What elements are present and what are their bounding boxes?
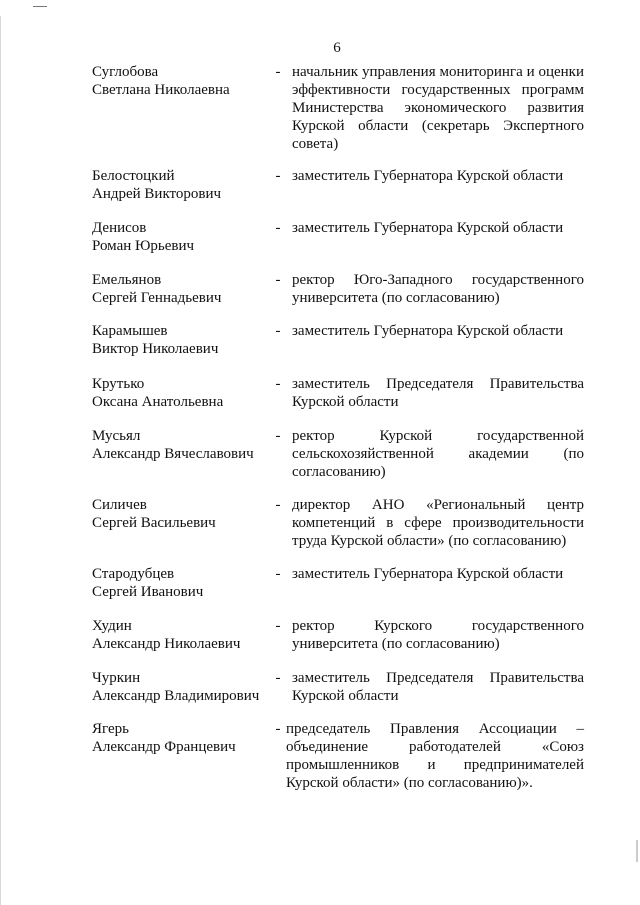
member-given-names: Андрей Викторович bbox=[92, 186, 222, 202]
member-name bbox=[92, 565, 272, 601]
separator-dash: - bbox=[275, 618, 281, 634]
member-name bbox=[92, 496, 272, 532]
member-name bbox=[92, 375, 272, 411]
member-name bbox=[92, 167, 272, 203]
separator-dash: - bbox=[275, 323, 281, 339]
member-position: заместитель Председателя Правительства Курской области bbox=[292, 670, 584, 704]
member-position: ректор Юго-Западного государственного университета (по согласованию) bbox=[292, 272, 584, 306]
member-given-names: Виктор Николаевич bbox=[92, 341, 219, 357]
member-name bbox=[92, 63, 272, 99]
member-position: ректор Курской государственной сельскохозяйственной академии (по согласованию) bbox=[292, 428, 584, 480]
member-position: заместитель Председателя Правительства Курской области bbox=[292, 376, 584, 410]
separator-dash: - bbox=[275, 497, 281, 513]
member-position: начальник управления мониторинга и оценки эффективности государственных программ Министерства экономического развития Курской области (секретарь Экспертного совета) bbox=[292, 64, 584, 152]
member-surname: Силичев bbox=[92, 497, 147, 513]
member-surname: Ягерь bbox=[92, 721, 129, 737]
scan-artifact-mark bbox=[33, 6, 47, 7]
scan-edge-mark bbox=[636, 840, 638, 862]
member-given-names: Роман Юрьевич bbox=[92, 238, 195, 254]
member-position: заместитель Губернатора Курской области bbox=[292, 323, 564, 339]
member-surname: Крутько bbox=[92, 376, 145, 392]
member-name bbox=[92, 720, 272, 756]
member-given-names: Александр Николаевич bbox=[92, 636, 241, 652]
member-position: директор АНО «Региональный центр компетенций в сфере производительности труда Курской области» (по согласованию) bbox=[292, 497, 584, 549]
member-name bbox=[92, 322, 272, 358]
member-surname: Белостоцкий bbox=[92, 168, 175, 184]
member-given-names: Сергей Васильевич bbox=[92, 515, 216, 531]
member-given-names: Сергей Геннадьевич bbox=[92, 290, 222, 306]
separator-dash: - bbox=[275, 428, 281, 444]
member-surname: Суглобова bbox=[92, 64, 159, 80]
separator-dash: - bbox=[275, 566, 281, 582]
separator-dash: - bbox=[275, 220, 281, 236]
member-position: заместитель Губернатора Курской области bbox=[292, 220, 564, 236]
page-number: 6 bbox=[333, 40, 341, 56]
member-surname: Денисов bbox=[92, 220, 147, 236]
member-position: заместитель Губернатора Курской области bbox=[292, 566, 564, 582]
separator-dash: - bbox=[275, 670, 281, 686]
member-given-names: Александр Вячеславович bbox=[92, 446, 254, 462]
member-given-names: Сергей Иванович bbox=[92, 584, 204, 600]
member-surname: Худин bbox=[92, 618, 132, 634]
member-position: председатель Правления Ассоциации – объединение работодателей «Союз промышленников и предпринимателей Курской области» (по согласованию)». bbox=[286, 721, 584, 791]
member-surname: Стародубцев bbox=[92, 566, 175, 582]
separator-dash: - bbox=[275, 376, 281, 392]
member-position: ректор Курского государственного университета (по согласованию) bbox=[292, 618, 584, 652]
member-given-names: Александр Францевич bbox=[92, 739, 236, 755]
member-given-names: Оксана Анатольевна bbox=[92, 394, 224, 410]
member-surname: Карамышев bbox=[92, 323, 168, 339]
separator-dash: - bbox=[275, 272, 281, 288]
member-name bbox=[92, 669, 272, 705]
member-given-names: Светлана Николаевна bbox=[92, 82, 230, 98]
member-given-names: Александр Владимирович bbox=[92, 688, 260, 704]
member-surname: Мусьял bbox=[92, 428, 141, 444]
separator-dash: - bbox=[275, 64, 281, 80]
separator-dash: - bbox=[275, 721, 281, 737]
member-position: заместитель Губернатора Курской области bbox=[292, 168, 564, 184]
member-surname: Чуркин bbox=[92, 670, 141, 686]
member-name bbox=[92, 271, 272, 307]
separator-dash: - bbox=[275, 168, 281, 184]
member-surname: Емельянов bbox=[92, 272, 162, 288]
scan-edge-line bbox=[0, 16, 1, 905]
member-name bbox=[92, 219, 272, 255]
member-name bbox=[92, 617, 272, 653]
member-name bbox=[92, 427, 272, 463]
